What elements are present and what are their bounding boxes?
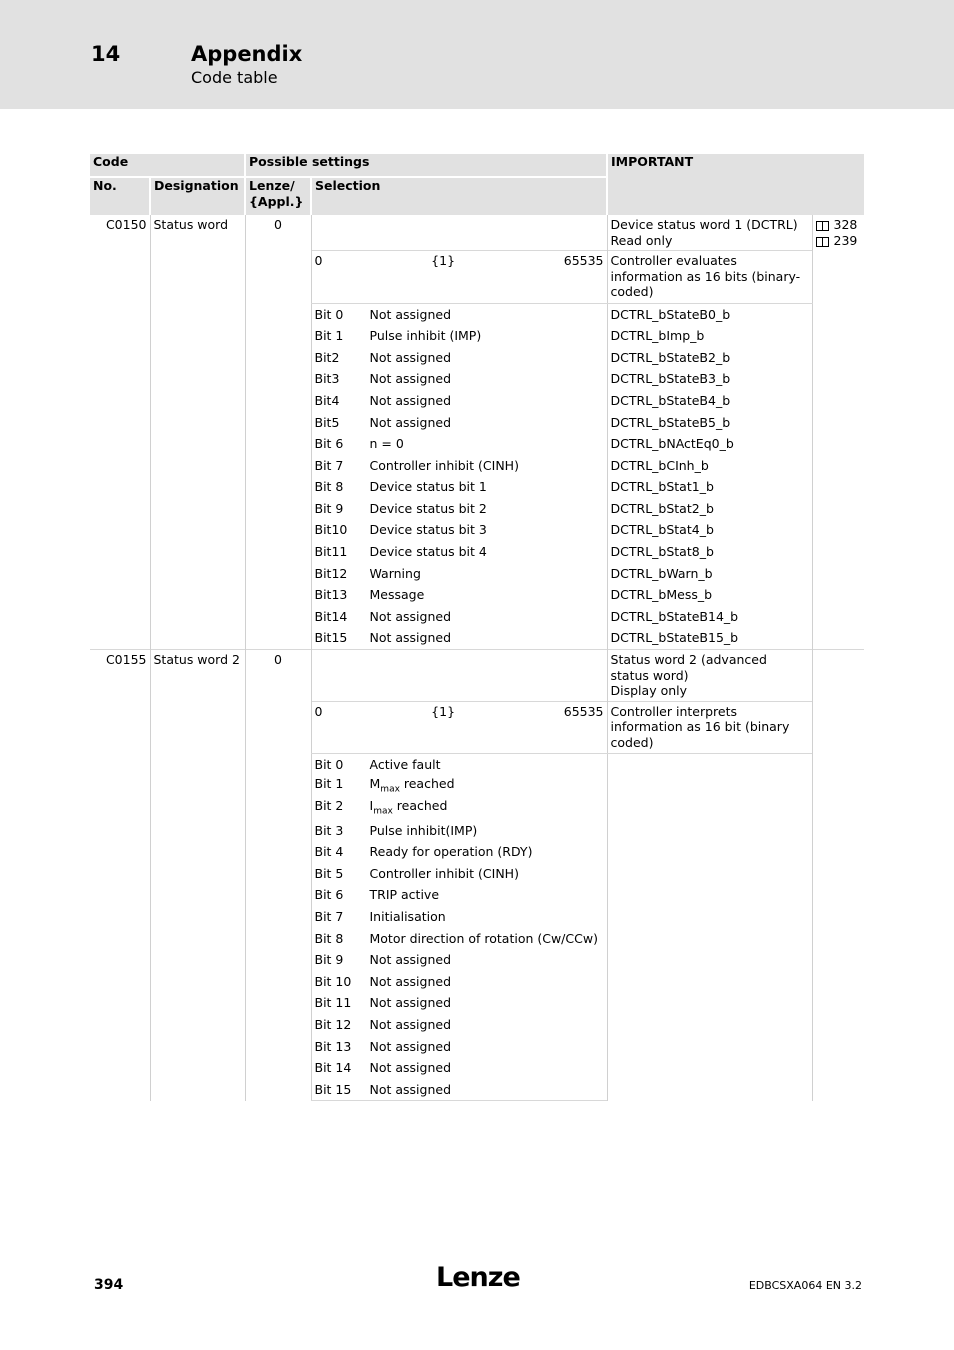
c0150-designation: Status word bbox=[150, 215, 245, 650]
bit-number: Bit 6 bbox=[314, 436, 344, 452]
c0155-lenze-default: 0 bbox=[245, 650, 311, 1101]
header-no: No. bbox=[90, 177, 150, 215]
c0155-selection-empty bbox=[311, 650, 607, 702]
c0155-bit-selection bbox=[311, 949, 607, 971]
bit-number: Bit14 bbox=[314, 608, 348, 624]
c0155-range-max: 65535 bbox=[563, 703, 604, 719]
bit-label: Pulse inhibit(IMP) bbox=[369, 822, 478, 838]
bit-label: Device status bit 3 bbox=[369, 522, 487, 538]
c0150-bit-signal: DCTRL_bStateB15_b bbox=[607, 627, 812, 649]
c0150-bit-selection bbox=[311, 368, 607, 390]
c0155-bit-selection bbox=[311, 1079, 607, 1101]
c0150-bit-signal: DCTRL_bStateB0_b bbox=[607, 303, 812, 325]
bit-label: Warning bbox=[369, 565, 421, 581]
bit-label: Device status bit 1 bbox=[369, 479, 487, 495]
bit-label: Not assigned bbox=[369, 952, 452, 968]
c0155-bit-selection bbox=[311, 776, 607, 798]
bit-label: Device status bit 4 bbox=[369, 544, 487, 560]
bit-number: Bit 0 bbox=[314, 757, 344, 773]
c0150-bit-selection bbox=[311, 606, 607, 628]
bit-label: Active fault bbox=[369, 757, 441, 773]
bit-number: Bit 2 bbox=[314, 797, 344, 813]
c0150-code-no: C0150 bbox=[105, 217, 147, 232]
page-number: 394 bbox=[94, 1277, 124, 1293]
bit-label: Initialisation bbox=[369, 909, 446, 925]
c0150-bit-signal: DCTRL_bMess_b bbox=[607, 584, 812, 606]
bit-number: Bit 1 bbox=[314, 775, 344, 791]
bit-number: Bit 0 bbox=[314, 306, 344, 322]
c0150-bit-selection bbox=[311, 303, 607, 325]
c0150-bit-selection bbox=[311, 627, 607, 649]
bit-label-prefix: M bbox=[369, 775, 381, 791]
c0150-bit-signal: DCTRL_bStat4_b bbox=[607, 519, 812, 541]
bit-number: Bit 7 bbox=[314, 909, 344, 925]
book-icon bbox=[816, 221, 828, 230]
c0150-ref-1[interactable]: 328 bbox=[816, 217, 862, 233]
c0150-bit-signal: DCTRL_bStateB14_b bbox=[607, 606, 812, 628]
bit-number: Bit 1 bbox=[314, 328, 344, 344]
c0155-bit-selection bbox=[311, 1014, 607, 1036]
bit-number: Bit 9 bbox=[314, 952, 344, 968]
c0150-bit-signal: DCTRL_bStat8_b bbox=[607, 541, 812, 563]
c0155-ref-filler bbox=[812, 650, 864, 1101]
bit-number: Bit 3 bbox=[314, 822, 344, 838]
bit-number: Bit 8 bbox=[314, 930, 344, 946]
bit-number: Bit11 bbox=[314, 544, 348, 560]
chapter-title: Appendix bbox=[191, 42, 303, 66]
bit-label: Controller inhibit (CINH) bbox=[369, 457, 519, 473]
bit-number: Bit 5 bbox=[314, 865, 344, 881]
bit-label: Controller inhibit (CINH) bbox=[369, 865, 519, 881]
c0155-range bbox=[311, 701, 607, 754]
c0155-range-step: {1} bbox=[431, 703, 456, 719]
bit-number: Bit 12 bbox=[314, 1016, 352, 1032]
bit-label: Motor direction of rotation (Cw/CCw) bbox=[369, 930, 598, 946]
c0150-bit-signal: DCTRL_bStateB2_b bbox=[607, 347, 812, 369]
header-selection: Selection bbox=[311, 177, 607, 215]
c0150-bit-selection bbox=[311, 433, 607, 455]
bit-number: Bit 14 bbox=[314, 1060, 352, 1076]
bit-number: Bit4 bbox=[314, 392, 340, 408]
c0150-bit-signal: DCTRL_bStat1_b bbox=[607, 476, 812, 498]
bit-number: Bit 13 bbox=[314, 1038, 352, 1054]
bit-label: Not assigned bbox=[369, 306, 452, 322]
c0150-bit-signal: DCTRL_bCInh_b bbox=[607, 455, 812, 477]
bit-number: Bit3 bbox=[314, 371, 340, 387]
c0155-important-line2: Display only bbox=[610, 683, 688, 698]
c0155-bit-selection bbox=[311, 820, 607, 842]
c0150-main-row bbox=[90, 215, 864, 251]
c0155-designation: Status word 2 bbox=[150, 650, 245, 1101]
bit-number: Bit13 bbox=[314, 587, 348, 603]
c0150-range bbox=[311, 251, 607, 304]
code-table bbox=[90, 154, 864, 1101]
bit-number: Bit 7 bbox=[314, 457, 344, 473]
header-band bbox=[0, 0, 954, 109]
bit-label: Not assigned bbox=[369, 371, 452, 387]
c0150-bit-selection bbox=[311, 390, 607, 412]
c0150-bit-signal: DCTRL_bStat2_b bbox=[607, 498, 812, 520]
c0150-bit-signal: DCTRL_bStateB5_b bbox=[607, 411, 812, 433]
c0155-bit-selection bbox=[311, 928, 607, 950]
c0150-references bbox=[812, 215, 864, 251]
bit-number: Bit 10 bbox=[314, 973, 352, 989]
c0155-bit-selection bbox=[311, 992, 607, 1014]
c0150-important-line2: Read only bbox=[610, 232, 673, 248]
bit-number: Bit 4 bbox=[314, 844, 344, 860]
bit-label: Not assigned bbox=[369, 608, 452, 624]
c0150-bit-selection bbox=[311, 325, 607, 347]
c0150-bit-selection bbox=[311, 584, 607, 606]
header-code: Code bbox=[90, 154, 245, 177]
bit-label: Not assigned bbox=[369, 995, 452, 1011]
bit-label-prefix: I bbox=[369, 797, 374, 813]
c0150-range-step: {1} bbox=[431, 253, 456, 268]
c0155-range-min: 0 bbox=[314, 703, 323, 719]
bit-label-suffix: reached bbox=[392, 797, 448, 813]
header-possible-settings: Possible settings bbox=[245, 154, 607, 177]
c0150-bit-signal: DCTRL_bNActEq0_b bbox=[607, 433, 812, 455]
header-important: IMPORTANT bbox=[607, 154, 864, 215]
c0150-bit-selection bbox=[311, 347, 607, 369]
bit-number: Bit2 bbox=[314, 349, 340, 365]
c0155-bit-selection bbox=[311, 798, 607, 820]
bit-number: Bit 8 bbox=[314, 479, 344, 495]
bit-number: Bit12 bbox=[314, 565, 348, 581]
c0150-important bbox=[607, 215, 812, 251]
c0150-bit-selection bbox=[311, 519, 607, 541]
c0155-bit-selection bbox=[311, 971, 607, 993]
bit-label-suffix: reached bbox=[399, 775, 455, 791]
c0150-bit-signal: DCTRL_bStateB3_b bbox=[607, 368, 812, 390]
bit-number: Bit10 bbox=[314, 522, 348, 538]
c0150-bit-selection bbox=[311, 455, 607, 477]
c0155-bit-selection bbox=[311, 1036, 607, 1058]
c0155-bit-selection bbox=[311, 863, 607, 885]
bit-label: Not assigned bbox=[369, 392, 452, 408]
c0150-important-line1: Device status word 1 (DCTRL) bbox=[610, 217, 798, 232]
lenze-logo: Lenze bbox=[436, 1262, 520, 1293]
bit-label: Not assigned bbox=[369, 349, 452, 365]
c0150-selection-empty bbox=[311, 215, 607, 251]
c0150-bit-signal: DCTRL_bImp_b bbox=[607, 325, 812, 347]
c0155-code-no: C0155 bbox=[90, 650, 150, 1101]
c0150-bit-selection bbox=[311, 563, 607, 585]
bit-label-subscript: max bbox=[373, 806, 393, 817]
bit-number: Bit 9 bbox=[314, 500, 344, 516]
c0150-range-min: 0 bbox=[314, 253, 323, 268]
bit-label: Not assigned bbox=[369, 1016, 452, 1032]
bit-number: Bit5 bbox=[314, 414, 340, 430]
bit-label-subscript: max bbox=[380, 784, 400, 795]
c0150-bit-selection bbox=[311, 411, 607, 433]
c0155-range-note: Controller interprets information as 16 bit (binary coded) bbox=[607, 701, 812, 754]
c0155-bit-selection bbox=[311, 754, 607, 776]
c0155-section bbox=[90, 650, 864, 1101]
c0155-important-line1: Status word 2 (advanced status word) bbox=[610, 652, 767, 683]
bit-label: Not assigned bbox=[369, 414, 452, 430]
bit-number: Bit15 bbox=[314, 630, 348, 646]
bit-label: TRIP active bbox=[369, 887, 440, 903]
bit-label: Device status bit 2 bbox=[369, 500, 487, 516]
c0155-important bbox=[607, 650, 812, 702]
bit-label: Message bbox=[369, 587, 425, 603]
c0155-bit-selection bbox=[311, 906, 607, 928]
document-reference: EDBCSXA064 EN 3.2 bbox=[748, 1279, 862, 1292]
c0150-bit-selection bbox=[311, 476, 607, 498]
bit-number: Bit 15 bbox=[314, 1081, 352, 1097]
c0150-bit-selection bbox=[311, 498, 607, 520]
c0150-range-note: Controller evaluates information as 16 bits (binary-coded) bbox=[607, 251, 812, 304]
c0150-ref-filler bbox=[812, 251, 864, 650]
bit-label: Not assigned bbox=[369, 1060, 452, 1076]
chapter-subtitle: Code table bbox=[191, 68, 278, 87]
bit-number: Bit 6 bbox=[314, 887, 344, 903]
c0150-bit-selection bbox=[311, 541, 607, 563]
c0155-important-filler bbox=[607, 754, 812, 1101]
c0150-section bbox=[90, 215, 864, 650]
chapter-number: 14 bbox=[91, 42, 121, 66]
c0150-ref-2[interactable]: 239 bbox=[816, 233, 862, 249]
c0150-range-max: 65535 bbox=[563, 253, 604, 268]
header-lenze-appl: Lenze/ {Appl.} bbox=[245, 177, 311, 215]
bit-label: Not assigned bbox=[369, 1038, 452, 1054]
c0150-lenze-default: 0 bbox=[245, 215, 311, 650]
bit-label: Pulse inhibit (IMP) bbox=[369, 328, 482, 344]
bit-label: n = 0 bbox=[369, 436, 404, 452]
bit-label: Ready for operation (RDY) bbox=[369, 844, 533, 860]
header-row-1 bbox=[90, 154, 864, 177]
c0155-bit-selection bbox=[311, 1057, 607, 1079]
bit-label: Not assigned bbox=[369, 973, 452, 989]
book-icon bbox=[816, 237, 828, 246]
bit-number: Bit 11 bbox=[314, 995, 352, 1011]
c0150-bit-signal: DCTRL_bStateB4_b bbox=[607, 390, 812, 412]
c0150-bit-signal: DCTRL_bWarn_b bbox=[607, 563, 812, 585]
header-designation: Designation bbox=[150, 177, 245, 215]
c0155-bit-selection bbox=[311, 884, 607, 906]
bit-label: Not assigned bbox=[369, 630, 452, 646]
c0155-bit-selection bbox=[311, 841, 607, 863]
bit-label: Not assigned bbox=[369, 1081, 452, 1097]
c0155-main-row bbox=[90, 650, 864, 702]
